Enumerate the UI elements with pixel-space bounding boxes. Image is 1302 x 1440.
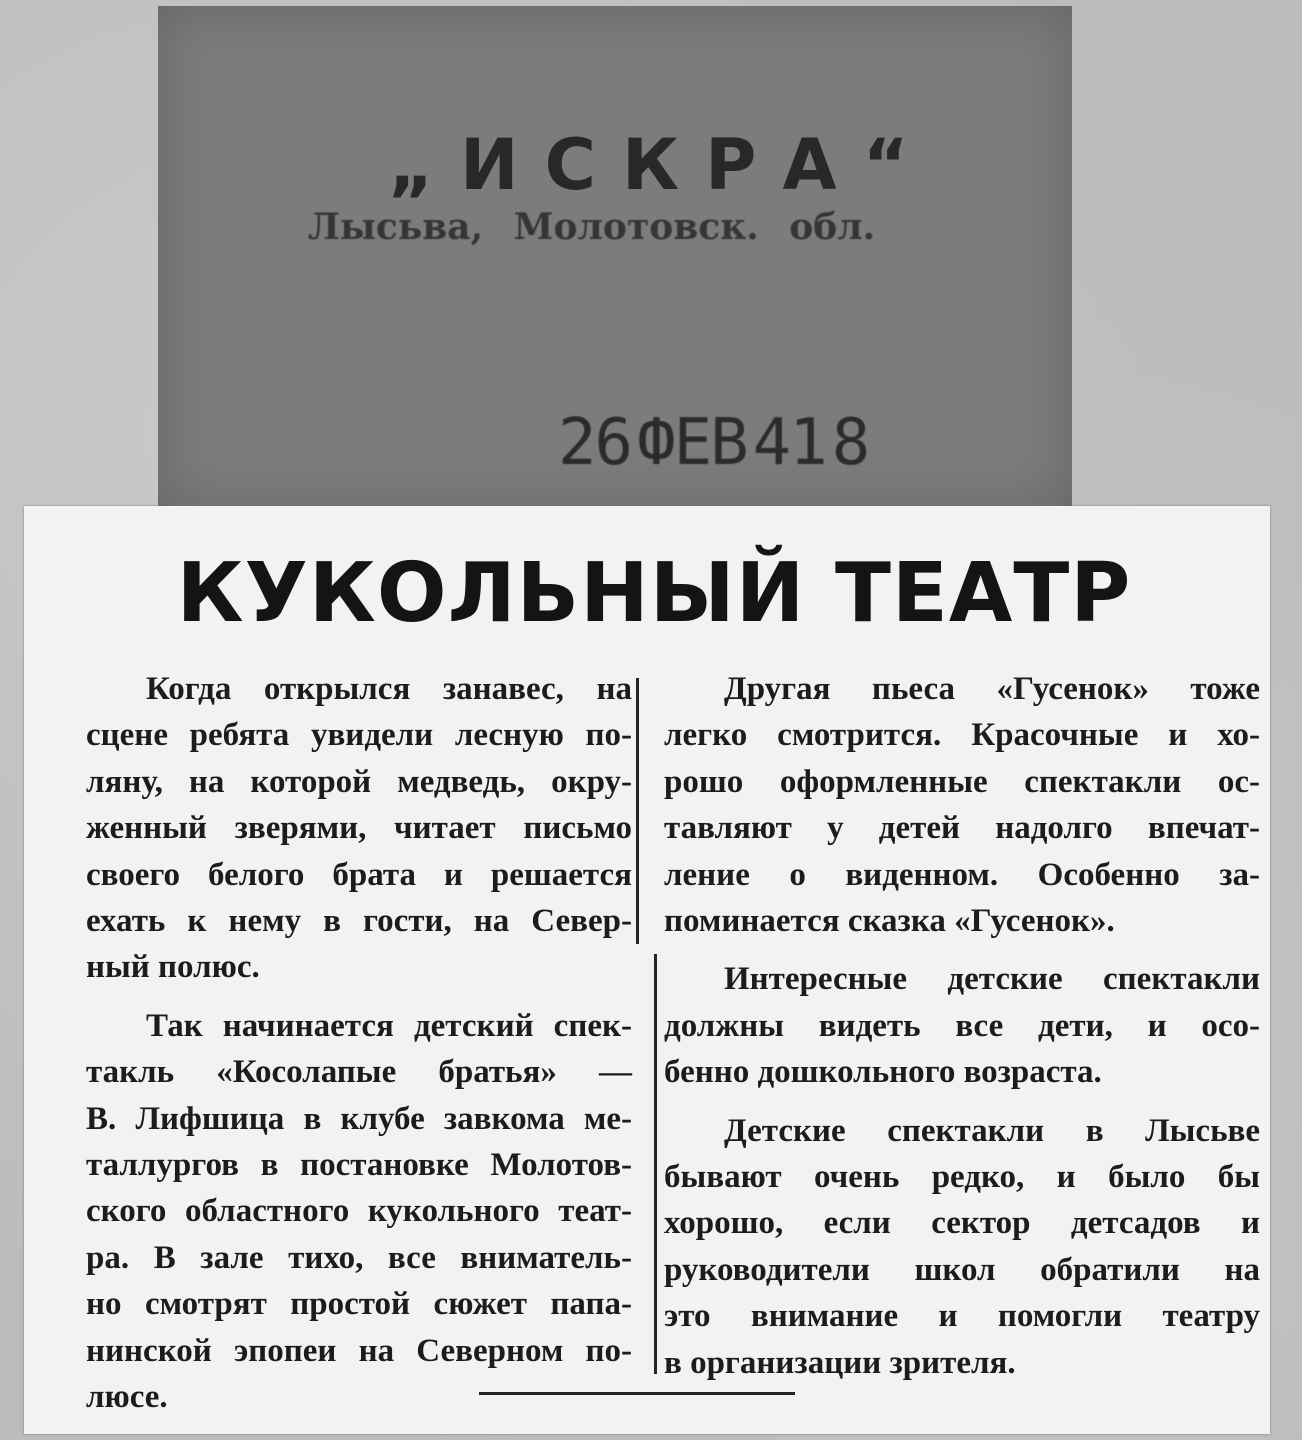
article-line: женный зверями, читает письмо [86,810,632,847]
date-day: 26 [558,406,632,480]
article-paragraph [664,666,1260,944]
article-line: нинской эпопеи на Северном по- [86,1332,632,1369]
article-line: тавляют у детей надолго впечат- [664,810,1260,847]
article-line: ление о виденном. Особенно за- [664,856,1260,893]
article-line: должны видеть все дети, и осо- [664,1007,1260,1044]
article-left-column [86,666,632,1421]
stamp-card [158,6,1072,510]
article-line: Так начинается детский спек- [146,1007,632,1044]
article-right-column [664,666,1260,1386]
newspaper-clipping [24,506,1270,1434]
article-line: своего белого брата и решается [86,856,632,893]
article-line: бывают очень редко, и было бы [664,1159,1260,1196]
article-line: люсе. [86,1379,168,1416]
article-line: хорошо, если сектор детсадов и [664,1205,1260,1242]
article-line: это внимание и помогли театру [664,1298,1260,1335]
article-line: но смотрят простой сюжет папа- [86,1286,632,1323]
article-paragraph [664,1108,1260,1386]
article-line: ляну, на которой медведь, окру- [86,763,632,800]
newspaper-location-stamp: Лысьва, Молотовск. обл. [308,206,876,248]
date-year: 41 [752,406,826,480]
article-line: бенно дошкольного возраста. [664,1054,1102,1091]
newspaper-name-stamp: „ИСКРА“ [388,124,935,206]
article-line: такль «Косолапые братья» — [86,1054,632,1091]
article-line: ра. В зале тихо, все вниматель- [86,1239,632,1276]
date-month: ФЕВ [637,406,747,480]
article-line: Детские спектакли в Лысьве [724,1112,1260,1149]
article-paragraph [664,956,1260,1095]
article-line: Другая пьеса «Гусенок» тоже [724,671,1260,707]
article-line: таллургов в постановке Молотов- [86,1147,632,1184]
article-line: ского областного кукольного теат- [86,1193,632,1230]
article-paragraph [86,1003,632,1421]
article-line: Когда открылся занавес, на [146,671,632,707]
article-line: Интересные детские спектакли [724,961,1260,998]
article-line: ный полюс. [86,949,260,986]
article-line: В. Лифшица в клубе завкома ме- [86,1100,632,1137]
column-divider-upper [636,678,639,944]
column-divider-lower [654,954,657,1374]
article-line: сцене ребята увидели лесную по- [86,717,632,754]
article-line: руководители школ обратили на [664,1251,1260,1288]
article-headline: КУКОЛЬНЫЙ ТЕАТР [176,546,1132,641]
article-line: в организации зрителя. [664,1344,1016,1381]
article-paragraph [86,666,632,991]
article-line: рошо оформленные спектакли ос- [664,763,1260,800]
date-issue: 8 [831,406,869,480]
article-line: поминается сказка «Гусенок». [664,903,1115,940]
date-stamp [558,406,978,480]
article-line: легко смотрится. Красочные и хо- [664,717,1260,754]
article-line: ехать к нему в гости, на Север- [86,903,632,940]
article-end-rule [479,1392,795,1395]
